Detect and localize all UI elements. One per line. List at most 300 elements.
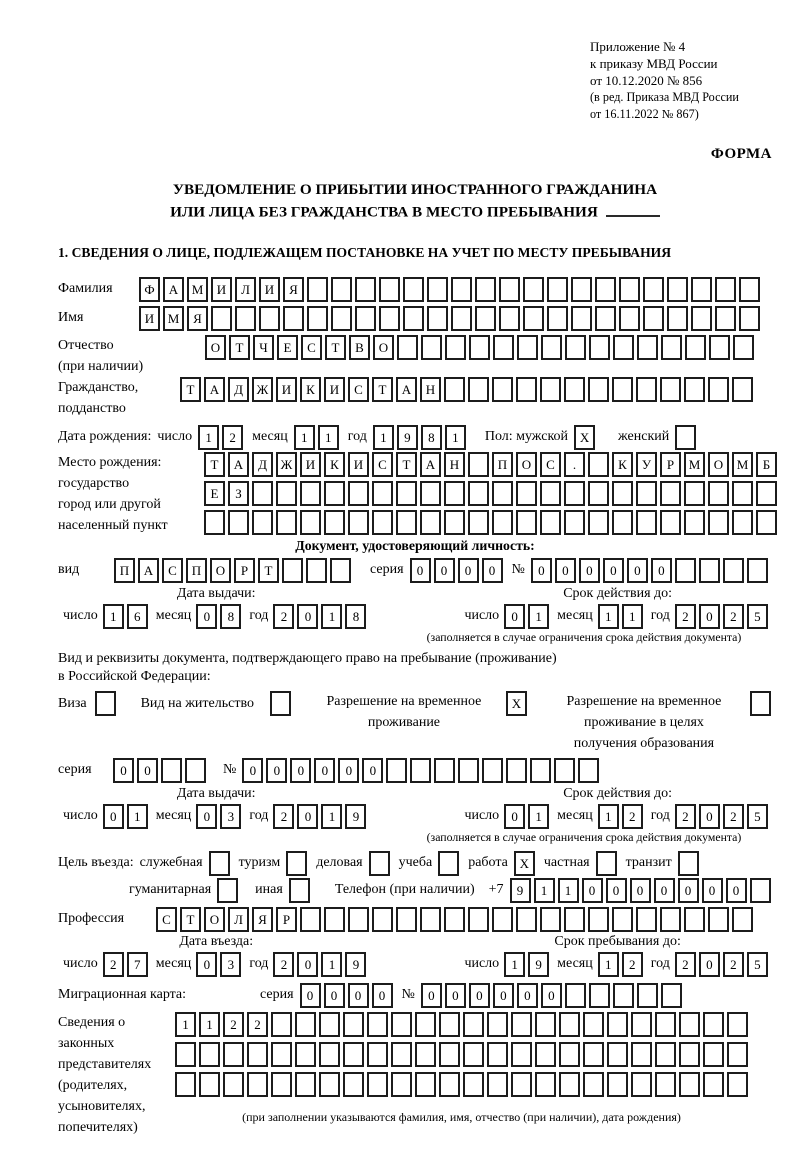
cell[interactable] <box>708 907 729 932</box>
cell[interactable] <box>410 758 431 783</box>
cell[interactable] <box>554 758 575 783</box>
cell[interactable]: М <box>732 452 753 477</box>
cell[interactable] <box>223 1042 244 1067</box>
res-valid-day-cells[interactable] <box>504 804 552 829</box>
cell[interactable] <box>583 1042 604 1067</box>
cell[interactable]: И <box>324 377 345 402</box>
purpose-study-checkbox[interactable] <box>438 851 462 876</box>
cell[interactable]: Ж <box>276 452 297 477</box>
cell[interactable] <box>506 758 527 783</box>
res-issue-day-cells[interactable] <box>103 804 151 829</box>
cell[interactable]: 0 <box>362 758 383 783</box>
id-doc-number-cells[interactable] <box>531 558 771 583</box>
cell[interactable] <box>511 1012 532 1037</box>
cell[interactable] <box>247 1042 268 1067</box>
cell[interactable]: О <box>708 452 729 477</box>
purpose-work-checkbox[interactable] <box>514 851 538 876</box>
cell[interactable] <box>252 510 273 535</box>
cell[interactable]: 9 <box>345 804 366 829</box>
cell[interactable] <box>564 377 585 402</box>
cell[interactable] <box>547 277 568 302</box>
cell[interactable]: З <box>228 481 249 506</box>
cell[interactable] <box>708 481 729 506</box>
cell[interactable]: П <box>492 452 513 477</box>
cell[interactable] <box>468 907 489 932</box>
stay-day-cells[interactable] <box>504 952 552 977</box>
birth-month-cells[interactable] <box>294 425 342 450</box>
cell[interactable]: Т <box>204 452 225 477</box>
purpose-official-checkbox[interactable] <box>209 851 233 876</box>
cell[interactable] <box>343 1042 364 1067</box>
cell[interactable] <box>530 758 551 783</box>
cell[interactable]: 0 <box>113 758 134 783</box>
cell[interactable]: 8 <box>421 425 442 450</box>
entry-year-cells[interactable] <box>273 952 369 977</box>
cell[interactable] <box>619 306 640 331</box>
cell[interactable]: 1 <box>598 604 619 629</box>
cell[interactable] <box>583 1072 604 1097</box>
cell[interactable] <box>678 851 699 876</box>
cell[interactable] <box>343 1012 364 1037</box>
cell[interactable]: 2 <box>103 952 124 977</box>
cell[interactable] <box>636 907 657 932</box>
cell[interactable] <box>331 277 352 302</box>
cell[interactable] <box>739 306 760 331</box>
cell[interactable] <box>223 1072 244 1097</box>
cell[interactable] <box>403 277 424 302</box>
cell[interactable] <box>95 691 116 716</box>
cell[interactable] <box>607 1042 628 1067</box>
cell[interactable]: М <box>187 277 208 302</box>
cell[interactable]: И <box>348 452 369 477</box>
cell[interactable]: Ч <box>253 335 274 360</box>
res-issue-month-cells[interactable] <box>196 804 244 829</box>
cell[interactable]: Я <box>187 306 208 331</box>
cell[interactable]: 5 <box>747 604 768 629</box>
cell[interactable]: X <box>506 691 527 716</box>
cell[interactable] <box>588 907 609 932</box>
cell[interactable]: 0 <box>410 558 431 583</box>
cell[interactable] <box>699 558 720 583</box>
cell[interactable] <box>367 1072 388 1097</box>
cell[interactable] <box>355 306 376 331</box>
cell[interactable] <box>679 1042 700 1067</box>
cell[interactable]: 5 <box>747 952 768 977</box>
cell[interactable] <box>391 1012 412 1037</box>
cell[interactable] <box>420 481 441 506</box>
cell[interactable]: 2 <box>675 804 696 829</box>
cell[interactable] <box>403 306 424 331</box>
cell[interactable]: 3 <box>220 952 241 977</box>
cell[interactable] <box>276 510 297 535</box>
cell[interactable]: А <box>396 377 417 402</box>
cell[interactable] <box>516 481 537 506</box>
residence-series-cells[interactable] <box>113 758 209 783</box>
cell[interactable]: 0 <box>300 983 321 1008</box>
cell[interactable]: 0 <box>699 604 720 629</box>
cell[interactable]: С <box>156 907 177 932</box>
cell[interactable]: 0 <box>421 983 442 1008</box>
cell[interactable] <box>283 306 304 331</box>
legal-reps-cells-row2[interactable] <box>175 1042 751 1067</box>
cell[interactable]: 1 <box>127 804 148 829</box>
cell[interactable]: 2 <box>622 804 643 829</box>
cell[interactable]: 0 <box>504 804 525 829</box>
cell[interactable]: 9 <box>397 425 418 450</box>
cell[interactable]: П <box>186 558 207 583</box>
cell[interactable]: К <box>612 452 633 477</box>
cell[interactable] <box>499 277 520 302</box>
cell[interactable]: О <box>516 452 537 477</box>
cell[interactable]: К <box>324 452 345 477</box>
cell[interactable] <box>559 1012 580 1037</box>
cell[interactable] <box>487 1042 508 1067</box>
cell[interactable]: 2 <box>273 804 294 829</box>
cell[interactable] <box>396 907 417 932</box>
cell[interactable] <box>204 510 225 535</box>
cell[interactable]: X <box>514 851 535 876</box>
cell[interactable] <box>715 306 736 331</box>
cell[interactable] <box>564 510 585 535</box>
cell[interactable] <box>343 1072 364 1097</box>
cell[interactable]: Т <box>258 558 279 583</box>
cell[interactable] <box>571 306 592 331</box>
cell[interactable] <box>636 481 657 506</box>
cell[interactable]: Т <box>180 907 201 932</box>
cell[interactable] <box>270 691 291 716</box>
cell[interactable]: 0 <box>504 604 525 629</box>
cell[interactable]: Е <box>277 335 298 360</box>
cell[interactable] <box>578 758 599 783</box>
stay-month-cells[interactable] <box>598 952 646 977</box>
cell[interactable]: И <box>300 452 321 477</box>
cell[interactable] <box>451 277 472 302</box>
cell[interactable] <box>540 510 561 535</box>
birthplace-cells-row3[interactable] <box>204 510 780 535</box>
cell[interactable] <box>468 452 489 477</box>
birth-year-cells[interactable] <box>373 425 469 450</box>
cell[interactable]: С <box>348 377 369 402</box>
purpose-humanitarian-checkbox[interactable] <box>217 878 241 903</box>
cell[interactable] <box>324 481 345 506</box>
gender-female-checkbox[interactable] <box>675 425 699 450</box>
cell[interactable] <box>397 335 418 360</box>
cell[interactable]: 0 <box>196 604 217 629</box>
cell[interactable]: 1 <box>321 952 342 977</box>
cell[interactable] <box>607 1072 628 1097</box>
entry-month-cells[interactable] <box>196 952 244 977</box>
cell[interactable]: 0 <box>579 558 600 583</box>
cell[interactable]: А <box>204 377 225 402</box>
cell[interactable] <box>324 907 345 932</box>
cell[interactable] <box>727 1042 748 1067</box>
cell[interactable] <box>444 907 465 932</box>
cell[interactable]: Р <box>234 558 255 583</box>
cell[interactable]: О <box>205 335 226 360</box>
cell[interactable] <box>541 335 562 360</box>
cell[interactable] <box>439 1012 460 1037</box>
cell[interactable] <box>732 907 753 932</box>
cell[interactable] <box>451 306 472 331</box>
cell[interactable]: Т <box>325 335 346 360</box>
cell[interactable]: 0 <box>314 758 335 783</box>
legal-reps-cells-row3[interactable] <box>175 1072 751 1097</box>
cell[interactable] <box>559 1042 580 1067</box>
cell[interactable] <box>420 510 441 535</box>
cell[interactable] <box>444 377 465 402</box>
cell[interactable]: Т <box>180 377 201 402</box>
cell[interactable] <box>613 335 634 360</box>
cell[interactable] <box>750 878 771 903</box>
cell[interactable]: 0 <box>372 983 393 1008</box>
cell[interactable] <box>330 558 351 583</box>
cell[interactable] <box>211 306 232 331</box>
legal-reps-cells-row1[interactable] <box>175 1012 751 1037</box>
id-issue-day-cells[interactable] <box>103 604 151 629</box>
cell[interactable] <box>386 758 407 783</box>
cell[interactable]: 1 <box>598 804 619 829</box>
id-valid-month-cells[interactable] <box>598 604 646 629</box>
cell[interactable]: И <box>259 277 280 302</box>
cell[interactable] <box>684 377 705 402</box>
cell[interactable] <box>523 306 544 331</box>
cell[interactable] <box>391 1042 412 1067</box>
cell[interactable] <box>685 335 706 360</box>
cell[interactable] <box>684 481 705 506</box>
cell[interactable]: 0 <box>702 878 723 903</box>
cell[interactable]: 1 <box>598 952 619 977</box>
cell[interactable] <box>684 907 705 932</box>
res-issue-year-cells[interactable] <box>273 804 369 829</box>
cell[interactable] <box>307 277 328 302</box>
cell[interactable] <box>588 377 609 402</box>
cell[interactable]: 2 <box>223 1012 244 1037</box>
cell[interactable] <box>259 306 280 331</box>
cell[interactable] <box>732 377 753 402</box>
cell[interactable] <box>295 1042 316 1067</box>
cell[interactable]: И <box>139 306 160 331</box>
cell[interactable] <box>482 758 503 783</box>
id-issue-year-cells[interactable] <box>273 604 369 629</box>
cell[interactable]: 0 <box>434 558 455 583</box>
cell[interactable] <box>463 1042 484 1067</box>
cell[interactable]: 2 <box>723 952 744 977</box>
cell[interactable] <box>367 1012 388 1037</box>
cell[interactable]: 1 <box>294 425 315 450</box>
cell[interactable]: К <box>300 377 321 402</box>
cell[interactable] <box>492 377 513 402</box>
cell[interactable] <box>655 1042 676 1067</box>
cell[interactable] <box>421 335 442 360</box>
cell[interactable] <box>415 1012 436 1037</box>
cell[interactable] <box>756 481 777 506</box>
cell[interactable]: 0 <box>348 983 369 1008</box>
cell[interactable] <box>595 277 616 302</box>
cell[interactable] <box>637 335 658 360</box>
cell[interactable]: Е <box>204 481 225 506</box>
cell[interactable] <box>675 558 696 583</box>
cell[interactable] <box>348 510 369 535</box>
phone-cells[interactable] <box>510 878 774 903</box>
cell[interactable] <box>276 481 297 506</box>
cell[interactable] <box>732 481 753 506</box>
cell[interactable] <box>612 907 633 932</box>
cell[interactable] <box>631 1072 652 1097</box>
id-doc-kind-cells[interactable] <box>114 558 354 583</box>
cell[interactable]: 1 <box>528 804 549 829</box>
cell[interactable] <box>175 1072 196 1097</box>
cell[interactable] <box>444 481 465 506</box>
cell[interactable]: 0 <box>541 983 562 1008</box>
cell[interactable] <box>655 1012 676 1037</box>
cell[interactable] <box>300 481 321 506</box>
cell[interactable] <box>708 510 729 535</box>
cell[interactable] <box>708 377 729 402</box>
cell[interactable] <box>300 510 321 535</box>
cell[interactable] <box>282 558 303 583</box>
cell[interactable] <box>468 377 489 402</box>
cell[interactable] <box>427 306 448 331</box>
cell[interactable] <box>661 335 682 360</box>
cell[interactable]: 2 <box>222 425 243 450</box>
cell[interactable]: 0 <box>699 804 720 829</box>
cell[interactable]: 7 <box>127 952 148 977</box>
cell[interactable] <box>475 306 496 331</box>
cell[interactable]: 0 <box>297 804 318 829</box>
cell[interactable] <box>217 878 238 903</box>
cell[interactable] <box>535 1012 556 1037</box>
cell[interactable] <box>588 510 609 535</box>
cell[interactable] <box>511 1072 532 1097</box>
cell[interactable]: 0 <box>458 558 479 583</box>
cell[interactable]: 1 <box>373 425 394 450</box>
cell[interactable]: 0 <box>242 758 263 783</box>
cell[interactable] <box>565 983 586 1008</box>
cell[interactable]: 0 <box>627 558 648 583</box>
cell[interactable] <box>252 481 273 506</box>
id-doc-series-cells[interactable] <box>410 558 506 583</box>
cell[interactable] <box>391 1072 412 1097</box>
cell[interactable] <box>517 335 538 360</box>
cell[interactable] <box>463 1012 484 1037</box>
cell[interactable] <box>679 1012 700 1037</box>
cell[interactable] <box>439 1042 460 1067</box>
cell[interactable]: 0 <box>654 878 675 903</box>
birthplace-cells-row1[interactable] <box>204 452 780 477</box>
cell[interactable] <box>589 983 610 1008</box>
cell[interactable]: Н <box>420 377 441 402</box>
cell[interactable]: 1 <box>103 604 124 629</box>
cell[interactable] <box>199 1042 220 1067</box>
cell[interactable] <box>655 1072 676 1097</box>
cell[interactable] <box>415 1072 436 1097</box>
cell[interactable]: 0 <box>297 604 318 629</box>
cell[interactable]: Ж <box>252 377 273 402</box>
cell[interactable] <box>271 1012 292 1037</box>
cell[interactable] <box>643 306 664 331</box>
cell[interactable] <box>660 907 681 932</box>
cell[interactable]: 0 <box>469 983 490 1008</box>
citizenship-cells[interactable] <box>180 377 756 402</box>
cell[interactable]: М <box>163 306 184 331</box>
cell[interactable] <box>727 1072 748 1097</box>
cell[interactable] <box>709 335 730 360</box>
cell[interactable] <box>247 1072 268 1097</box>
cell[interactable] <box>492 510 513 535</box>
cell[interactable]: 8 <box>220 604 241 629</box>
cell[interactable]: А <box>138 558 159 583</box>
cell[interactable] <box>660 481 681 506</box>
cell[interactable] <box>324 510 345 535</box>
cell[interactable]: Т <box>229 335 250 360</box>
patronymic-cells[interactable] <box>205 335 757 360</box>
cell[interactable] <box>715 277 736 302</box>
cell[interactable]: 1 <box>534 878 555 903</box>
cell[interactable] <box>355 277 376 302</box>
cell[interactable] <box>679 1072 700 1097</box>
residence-number-cells[interactable] <box>242 758 602 783</box>
cell[interactable] <box>286 851 307 876</box>
cell[interactable] <box>564 907 585 932</box>
cell[interactable] <box>619 277 640 302</box>
cell[interactable]: Я <box>252 907 273 932</box>
cell[interactable] <box>588 452 609 477</box>
cell[interactable] <box>535 1072 556 1097</box>
cell[interactable]: 0 <box>297 952 318 977</box>
cell[interactable] <box>516 907 537 932</box>
cell[interactable] <box>727 1012 748 1037</box>
cell[interactable]: Т <box>396 452 417 477</box>
res-valid-month-cells[interactable] <box>598 804 646 829</box>
cell[interactable] <box>372 481 393 506</box>
cell[interactable]: В <box>349 335 370 360</box>
cell[interactable]: 2 <box>273 604 294 629</box>
cell[interactable]: 1 <box>504 952 525 977</box>
cell[interactable]: 0 <box>517 983 538 1008</box>
cell[interactable]: Р <box>660 452 681 477</box>
cell[interactable] <box>691 277 712 302</box>
cell[interactable] <box>300 907 321 932</box>
cell[interactable]: 1 <box>321 604 342 629</box>
birthplace-cells-row2[interactable] <box>204 481 780 506</box>
cell[interactable] <box>612 481 633 506</box>
cell[interactable] <box>564 481 585 506</box>
profession-cells[interactable] <box>156 907 756 932</box>
cell[interactable]: И <box>276 377 297 402</box>
cell[interactable] <box>434 758 455 783</box>
cell[interactable] <box>289 878 310 903</box>
cell[interactable] <box>613 983 634 1008</box>
cell[interactable] <box>396 481 417 506</box>
cell[interactable] <box>271 1042 292 1067</box>
surname-cells[interactable] <box>139 277 763 302</box>
id-issue-month-cells[interactable] <box>196 604 244 629</box>
cell[interactable]: 1 <box>198 425 219 450</box>
cell[interactable] <box>660 510 681 535</box>
cell[interactable] <box>516 510 537 535</box>
cell[interactable] <box>596 851 617 876</box>
cell[interactable] <box>161 758 182 783</box>
cell[interactable] <box>703 1072 724 1097</box>
cell[interactable]: 6 <box>127 604 148 629</box>
cell[interactable]: 0 <box>555 558 576 583</box>
cell[interactable] <box>379 306 400 331</box>
cell[interactable] <box>643 277 664 302</box>
cell[interactable] <box>703 1012 724 1037</box>
cell[interactable]: 2 <box>723 804 744 829</box>
cell[interactable] <box>589 335 610 360</box>
cell[interactable] <box>540 377 561 402</box>
